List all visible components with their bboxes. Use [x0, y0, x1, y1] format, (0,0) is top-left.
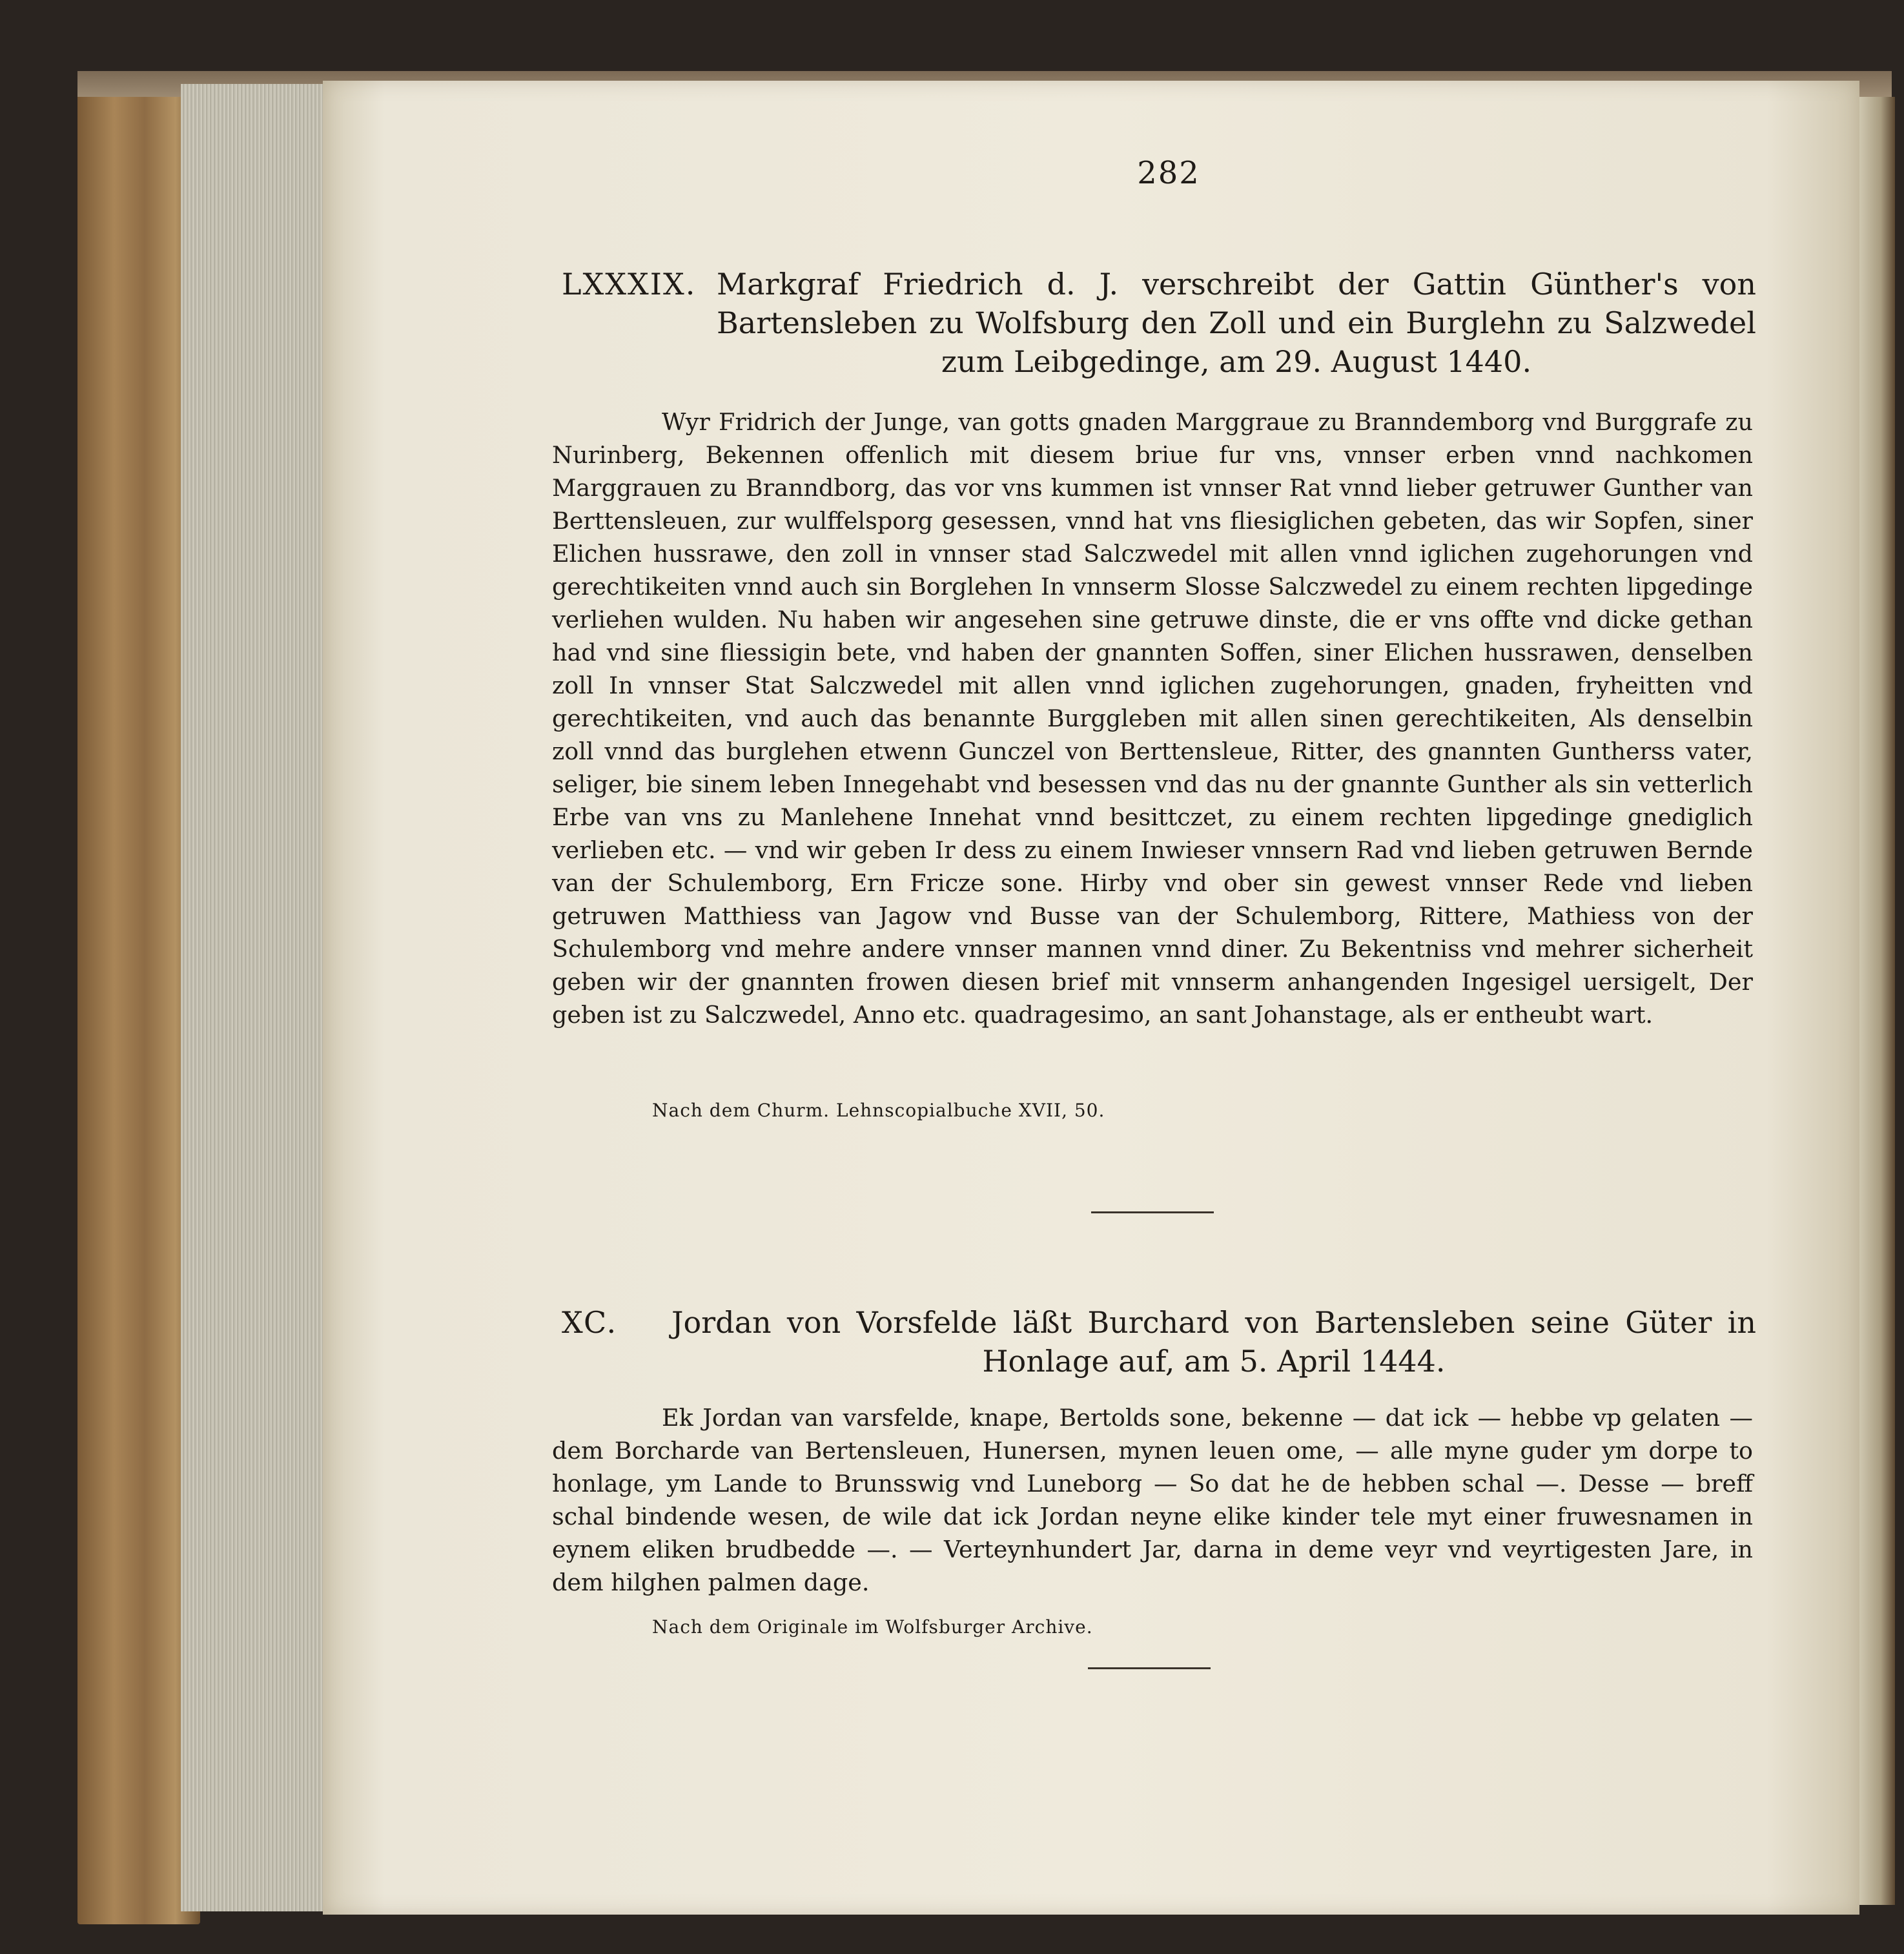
section-divider: [1091, 1211, 1214, 1213]
document-heading: [555, 265, 1756, 381]
document-body: Wyr Fridrich der Junge, van gotts gnaden Marggraue zu Branndemborg vnd Burggrafe zu Nurinberg, Bekennen offenlich mit diesem briue fur vns, vnnser erben vnnd nachkomen Marggrauen zu Branndborg, das vor vns kummen ist vnnser Rat vnnd lieber getruwer Gunther van Berttensleuen, zur wulffelsporg gesessen, vnnd hat vns fliesiglichen gebeten, das wir Sopfen, siner Elichen hussrawe, den zoll in vnnser stad Salczwedel mit allen vnnd iglichen zugehorungen vnd gerechtikeiten vnnd auch sin Borglehen In vnnserm Slosse Salczwedel zu einem rechten lipgedinge verliehen wulden. Nu haben wir angesehen sine getruwe dinste, die er vns offte vnd dicke gethan had vnd sine fliessigin bete, vnd haben der gnannten Soffen, siner Elichen hussrawen, denselben zoll In vnnser Stat Salczwedel mit allen vnnd iglichen zugehorungen, gnaden, fryheitten vnd gerechtikeiten, vnd auch das benannte Burggleben mit allen sinen gerechtikeiten, Als denselbin zoll vnnd das burglehen etwenn Gunczel von Berttensleue, Ritter, des gnannten Guntherss vater, seliger, bie sinem leben Innegehabt vnd besessen vnd das nu der gnannte Gunther als sin vetterlich Erbe van vns zu Manlehene Innehat vnnd besittczet, zu einem rechten lipgedinge gnediglich verlieben etc. — vnd wir geben Ir dess zu einem Inwieser vnnsern Rad vnd lieben getruwen Bernde van der Schulemborg, Ern Fricze sone. Hirby vnd ober sin gewest vnnser Rede vnd lieben getruwen Matthiess van Jagow vnd Busse van der Schulemborg, Rittere, Mathiess von der Schulemborg vnd mehre andere vnnser mannen vnnd diner. Zu Bekentniss vnd mehrer sicherheit geben wir der gnannten frowen diesen brief mit vnnserm anhangenden Ingesigel uersigelt, Der geben ist zu Salczwedel, Anno etc. quadragesimo, an sant Johanstage, als er entheubt wart.: [552, 408, 1753, 1029]
page-number: 282: [1137, 155, 1200, 191]
document-title: Jordan von Vorsfelde läßt Burchard von Bartensleben seine Güter in Honlage auf, am 5. April 1444.: [671, 1305, 1756, 1379]
source-note: Nach dem Churm. Lehnscopialbuche XVII, 50.: [652, 1100, 1105, 1121]
document-body: Ek Jordan van varsfelde, knape, Bertolds sone, bekenne — dat ick — hebbe vp gelaten — dem Borcharde van Bertensleuen, Hunersen, mynen leuen ome, — alle myne guder ym dorpe to honlage, ym Lande to Brunsswig vnd Luneborg — So dat he de hebben schal —. Desse — breff schal bindende wesen, de wile dat ick Jordan neyne elike kinder tele myt einer fruwesnamen in eynem eliken brudbedde —. — Verteynhundert Jar, darna in deme veyr vnd veyrtigesten Jare, in dem hilghen palmen dage.: [552, 1404, 1753, 1596]
document-title: Markgraf Friedrich d. J. verschreibt der Gattin Günther's von Bartensleben zu Wolfsburg den Zoll und ein Burglehn zu Salzwedel zum Leibgedinge, am 29. August 1440.: [717, 267, 1756, 379]
document-number: LXXXIX.: [562, 267, 697, 302]
source-note: Nach dem Originale im Wolfsburger Archive.: [652, 1616, 1093, 1638]
facing-page-edge: [1859, 97, 1895, 1905]
page-edges: [181, 84, 329, 1911]
document-heading: [555, 1303, 1756, 1381]
document-number: XC.: [562, 1305, 618, 1340]
section-divider: [1088, 1667, 1211, 1669]
